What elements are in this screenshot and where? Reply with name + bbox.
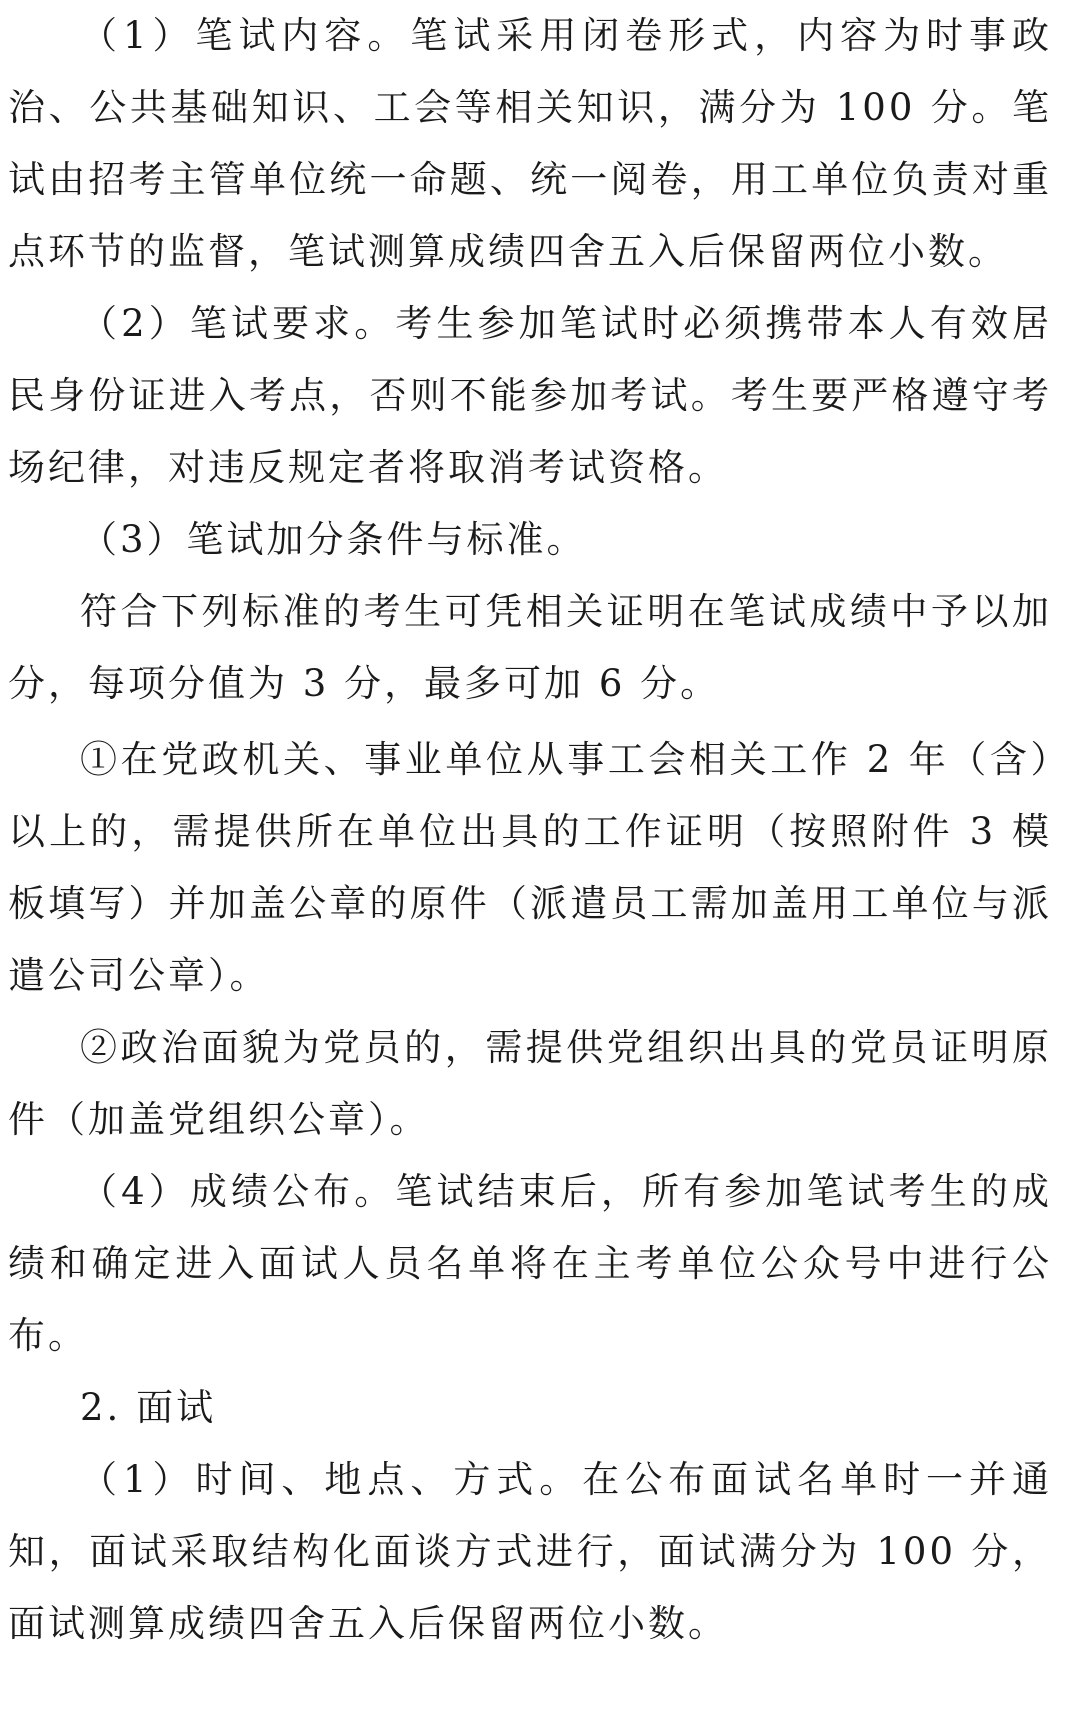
paragraph-results-announcement: （4）成绩公布。笔试结束后，所有参加笔试考生的成绩和确定进入面试人员名单将在主考单位公众号中进行公布。	[8, 1170, 1052, 1357]
paragraph-interview-time-place-method: （1）时间、地点、方式。在公布面试名单时一并通知，面试采取结构化面谈方式进行，面试满分为 100 分，面试测算成绩四舍五入后保留两位小数。	[8, 1458, 1052, 1645]
paragraph-bonus-conditions-heading: （3）笔试加分条件与标准。	[80, 518, 587, 561]
paragraph-bonus-item-2: ②政治面貌为党员的，需提供党组织出具的党员证明原件（加盖党组织公章）。	[8, 1026, 1052, 1141]
paragraph-bonus-standard: 符合下列标准的考生可凭相关证明在笔试成绩中予以加分，每项分值为 3 分，最多可加 6 分。	[8, 590, 1052, 705]
paragraph-written-exam-requirements: （2）笔试要求。考生参加笔试时必须携带本人有效居民身份证进入考点，否则不能参加考试。考生要严格遵守考场纪律，对违反规定者将取消考试资格。	[8, 302, 1052, 489]
section-heading-interview: 2. 面试	[80, 1386, 217, 1429]
paragraph-bonus-item-1: ①在党政机关、事业单位从事工会相关工作 2 年（含）以上的，需提供所在单位出具的工作证明（按照附件 3 模板填写）并加盖公章的原件（派遣员工需加盖用工单位与派遣公司公章）。	[8, 738, 1052, 997]
paragraph-written-exam-content: （1）笔试内容。笔试采用闭卷形式，内容为时事政治、公共基础知识、工会等相关知识，满分为 100 分。笔试由招考主管单位统一命题、统一阅卷，用工单位负责对重点环节的监督，笔试测算成绩四舍五入后保留两位小数。	[8, 14, 1052, 273]
